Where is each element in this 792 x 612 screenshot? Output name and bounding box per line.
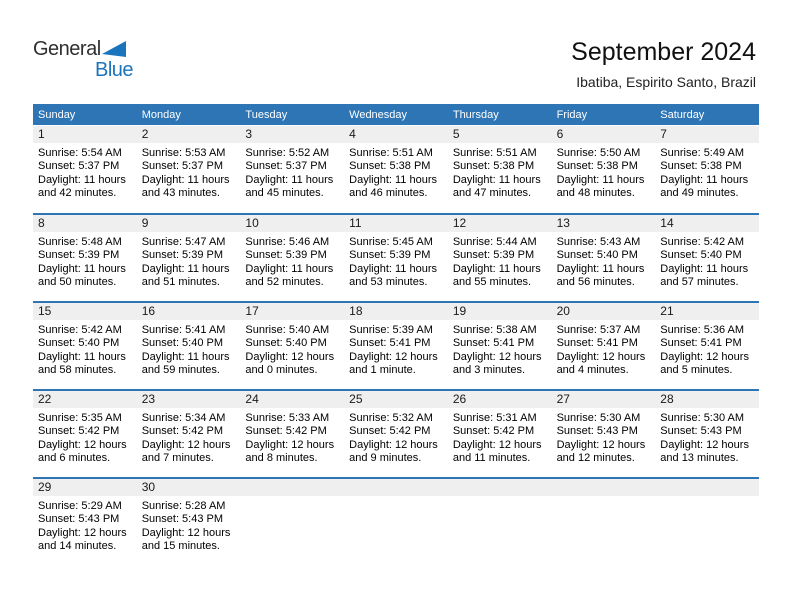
calendar-weeks xyxy=(33,125,759,565)
weekday-header-thursday: Thursday xyxy=(452,108,499,121)
sunrise-text: Sunrise: 5:42 AM xyxy=(38,324,122,336)
day-details xyxy=(655,320,759,389)
sunset-text: Sunset: 5:39 PM xyxy=(245,249,327,262)
daylight-text: Daylight: 12 hours xyxy=(452,350,542,363)
sunrise-text: Sunrise: 5:50 AM xyxy=(556,147,641,159)
page-subtitle: Ibatiba, Espirito Santo, Brazil xyxy=(576,74,756,90)
sunrise-text: Sunrise: 5:53 AM xyxy=(141,147,226,159)
sunrise-text: Sunrise: 5:30 AM xyxy=(660,412,745,424)
daylight-text-2: and 47 minutes. xyxy=(452,187,532,200)
calendar-table xyxy=(33,104,759,565)
sunrise-text: Sunrise: 5:51 AM xyxy=(452,147,537,159)
daylight-text-2: and 50 minutes. xyxy=(38,276,117,289)
sunrise-text: Sunrise: 5:43 AM xyxy=(556,236,641,248)
day-details xyxy=(344,143,448,213)
day-number: 21 xyxy=(655,303,759,320)
daylight-text: Daylight: 12 hours xyxy=(349,438,438,451)
daylight-text-2: and 52 minutes. xyxy=(245,276,324,289)
day-details xyxy=(448,320,552,389)
daylight-text: Daylight: 11 hours xyxy=(38,173,126,186)
title-block xyxy=(571,38,756,90)
daylight-text: Daylight: 11 hours xyxy=(38,262,126,275)
logo-text-general: General xyxy=(33,38,101,60)
sunset-text: Sunset: 5:39 PM xyxy=(141,249,224,262)
daylight-text-2: and 53 minutes. xyxy=(349,276,428,289)
sunset-text: Sunset: 5:43 PM xyxy=(38,513,120,526)
sunrise-text: Sunrise: 5:48 AM xyxy=(38,236,122,248)
daylight-text: Daylight: 12 hours xyxy=(38,526,127,539)
day-details xyxy=(552,408,656,477)
daylight-text: Daylight: 11 hours xyxy=(349,173,437,186)
sunrise-text: Sunrise: 5:40 AM xyxy=(245,324,330,336)
sunrise-text: Sunrise: 5:39 AM xyxy=(349,324,433,336)
sunset-text: Sunset: 5:42 PM xyxy=(38,425,120,438)
sunset-text: Sunset: 5:42 PM xyxy=(245,425,327,438)
day-number: 7 xyxy=(655,126,759,143)
sunrise-text: Sunrise: 5:47 AM xyxy=(141,236,226,248)
daylight-text-2: and 42 minutes. xyxy=(38,187,117,200)
daylight-text: Daylight: 11 hours xyxy=(349,262,437,275)
sunset-text: Sunset: 5:43 PM xyxy=(141,513,224,526)
sunset-text: Sunset: 5:41 PM xyxy=(660,337,742,350)
daylight-text-2: and 57 minutes. xyxy=(660,276,739,289)
day-details xyxy=(552,320,656,389)
sunset-text: Sunset: 5:43 PM xyxy=(556,425,638,438)
daylight-text: Daylight: 11 hours xyxy=(141,350,230,363)
sunset-text: Sunset: 5:39 PM xyxy=(452,249,535,262)
daylight-text: Daylight: 12 hours xyxy=(38,438,127,451)
daylight-text: Daylight: 11 hours xyxy=(141,173,230,186)
sunrise-text: Sunrise: 5:46 AM xyxy=(245,236,330,248)
day-number: 18 xyxy=(344,303,448,320)
day-details xyxy=(240,320,344,389)
sunset-text: Sunset: 5:38 PM xyxy=(452,160,535,173)
day-number: 27 xyxy=(552,391,656,408)
day-number: 25 xyxy=(344,391,448,408)
sunrise-text: Sunrise: 5:30 AM xyxy=(556,412,641,424)
sunrise-text: Sunrise: 5:31 AM xyxy=(452,412,537,424)
day-details xyxy=(33,408,137,477)
daylight-text-2: and 15 minutes. xyxy=(141,540,220,553)
day-number: 1 xyxy=(33,126,137,143)
sunset-text: Sunset: 5:39 PM xyxy=(38,249,120,262)
day-details xyxy=(552,143,656,213)
day-number: 12 xyxy=(448,215,552,232)
sunrise-text: Sunrise: 5:42 AM xyxy=(660,236,745,248)
sunrise-text: Sunrise: 5:44 AM xyxy=(452,236,537,248)
daylight-text-2: and 59 minutes. xyxy=(141,364,220,377)
daylight-text-2: and 8 minutes. xyxy=(245,452,318,465)
day-number: 16 xyxy=(137,303,241,320)
sunset-text: Sunset: 5:38 PM xyxy=(349,160,431,173)
day-number xyxy=(344,479,448,496)
daylight-text: Daylight: 12 hours xyxy=(660,438,749,451)
sunset-text: Sunset: 5:42 PM xyxy=(349,425,431,438)
sunrise-text: Sunrise: 5:29 AM xyxy=(38,500,122,512)
day-number: 6 xyxy=(552,126,656,143)
day-details xyxy=(552,496,656,565)
daylight-text-2: and 6 minutes. xyxy=(38,452,111,465)
weekday-header-row xyxy=(33,104,759,125)
day-details xyxy=(137,408,241,477)
day-details xyxy=(137,232,241,301)
day-number xyxy=(655,479,759,496)
week-row xyxy=(33,213,759,301)
day-number: 11 xyxy=(344,215,448,232)
day-details xyxy=(33,143,137,213)
sunrise-text: Sunrise: 5:54 AM xyxy=(38,147,122,159)
day-number xyxy=(240,479,344,496)
day-details xyxy=(33,496,137,565)
daylight-text-2: and 48 minutes. xyxy=(556,187,635,200)
daylight-text: Daylight: 12 hours xyxy=(349,350,438,363)
daylight-text: Daylight: 11 hours xyxy=(660,173,749,186)
day-number: 30 xyxy=(137,479,241,496)
sunset-text: Sunset: 5:37 PM xyxy=(245,160,327,173)
sunset-text: Sunset: 5:42 PM xyxy=(452,425,535,438)
sunset-text: Sunset: 5:40 PM xyxy=(141,337,224,350)
day-details xyxy=(137,496,241,565)
sunset-text: Sunset: 5:40 PM xyxy=(38,337,120,350)
page-title: September 2024 xyxy=(571,38,756,66)
daylight-text-2: and 7 minutes. xyxy=(141,452,214,465)
general-blue-logo xyxy=(33,39,153,79)
sunset-text: Sunset: 5:41 PM xyxy=(556,337,638,350)
daylight-text-2: and 46 minutes. xyxy=(349,187,428,200)
day-details xyxy=(344,232,448,301)
day-details xyxy=(344,320,448,389)
daylight-text: Daylight: 11 hours xyxy=(141,262,230,275)
day-number: 4 xyxy=(344,126,448,143)
day-number: 2 xyxy=(137,126,241,143)
daylight-text-2: and 55 minutes. xyxy=(452,276,532,289)
day-number: 23 xyxy=(137,391,241,408)
day-details xyxy=(448,496,552,565)
day-details xyxy=(448,143,552,213)
week-row xyxy=(33,125,759,213)
day-details xyxy=(552,232,656,301)
day-number xyxy=(448,479,552,496)
daylight-text: Daylight: 12 hours xyxy=(141,438,231,451)
sunset-text: Sunset: 5:39 PM xyxy=(349,249,431,262)
day-details xyxy=(240,143,344,213)
sunrise-text: Sunrise: 5:51 AM xyxy=(349,147,433,159)
day-details xyxy=(655,232,759,301)
week-row xyxy=(33,477,759,565)
day-details xyxy=(655,143,759,213)
day-number: 29 xyxy=(33,479,137,496)
daylight-text: Daylight: 12 hours xyxy=(245,350,335,363)
daylight-text-2: and 58 minutes. xyxy=(38,364,117,377)
sunset-text: Sunset: 5:42 PM xyxy=(141,425,224,438)
daylight-text-2: and 1 minute. xyxy=(349,364,416,377)
daylight-text-2: and 9 minutes. xyxy=(349,452,422,465)
sunrise-text: Sunrise: 5:36 AM xyxy=(660,324,745,336)
day-number: 3 xyxy=(240,126,344,143)
day-number: 5 xyxy=(448,126,552,143)
daylight-text: Daylight: 11 hours xyxy=(245,173,334,186)
day-number: 24 xyxy=(240,391,344,408)
day-details xyxy=(137,143,241,213)
week-row xyxy=(33,301,759,389)
sunset-text: Sunset: 5:43 PM xyxy=(660,425,742,438)
daylight-text-2: and 49 minutes. xyxy=(660,187,739,200)
day-details xyxy=(344,496,448,565)
daylight-text-2: and 14 minutes. xyxy=(38,540,117,553)
weekday-header-monday: Monday xyxy=(141,108,181,121)
day-number: 13 xyxy=(552,215,656,232)
sunrise-text: Sunrise: 5:41 AM xyxy=(141,324,226,336)
day-number: 22 xyxy=(33,391,137,408)
day-number: 20 xyxy=(552,303,656,320)
day-details xyxy=(448,232,552,301)
sunset-text: Sunset: 5:37 PM xyxy=(141,160,224,173)
day-details xyxy=(240,232,344,301)
day-details xyxy=(137,320,241,389)
daylight-text: Daylight: 11 hours xyxy=(452,262,541,275)
sunset-text: Sunset: 5:41 PM xyxy=(349,337,431,350)
weekday-header-saturday: Saturday xyxy=(660,108,705,121)
daylight-text: Daylight: 12 hours xyxy=(660,350,749,363)
sunrise-text: Sunrise: 5:38 AM xyxy=(452,324,537,336)
daylight-text-2: and 11 minutes. xyxy=(452,452,531,465)
day-details xyxy=(655,496,759,565)
day-number: 14 xyxy=(655,215,759,232)
weekday-header-tuesday: Tuesday xyxy=(245,108,288,121)
daylight-text: Daylight: 11 hours xyxy=(38,350,126,363)
day-number xyxy=(552,479,656,496)
day-number: 15 xyxy=(33,303,137,320)
daylight-text: Daylight: 12 hours xyxy=(245,438,335,451)
daylight-text: Daylight: 11 hours xyxy=(245,262,334,275)
day-details xyxy=(240,496,344,565)
daylight-text-2: and 3 minutes. xyxy=(452,364,525,377)
day-details xyxy=(655,408,759,477)
day-number: 8 xyxy=(33,215,137,232)
daylight-text: Daylight: 11 hours xyxy=(556,173,645,186)
day-details xyxy=(240,408,344,477)
sunrise-text: Sunrise: 5:45 AM xyxy=(349,236,433,248)
logo-text-blue: Blue xyxy=(95,59,134,81)
daylight-text: Daylight: 11 hours xyxy=(556,262,645,275)
daylight-text-2: and 5 minutes. xyxy=(660,364,733,377)
daylight-text: Daylight: 11 hours xyxy=(452,173,541,186)
day-details xyxy=(33,232,137,301)
sunset-text: Sunset: 5:40 PM xyxy=(660,249,742,262)
day-details xyxy=(448,408,552,477)
daylight-text-2: and 13 minutes. xyxy=(660,452,739,465)
sunrise-text: Sunrise: 5:49 AM xyxy=(660,147,745,159)
daylight-text-2: and 56 minutes. xyxy=(556,276,635,289)
daylight-text: Daylight: 12 hours xyxy=(556,350,646,363)
sunrise-text: Sunrise: 5:33 AM xyxy=(245,412,330,424)
daylight-text-2: and 51 minutes. xyxy=(141,276,220,289)
sunrise-text: Sunrise: 5:35 AM xyxy=(38,412,122,424)
weekday-header-friday: Friday xyxy=(556,108,588,121)
day-number: 17 xyxy=(240,303,344,320)
daylight-text: Daylight: 12 hours xyxy=(452,438,542,451)
daylight-text-2: and 45 minutes. xyxy=(245,187,324,200)
day-number: 19 xyxy=(448,303,552,320)
sunset-text: Sunset: 5:41 PM xyxy=(452,337,535,350)
sunrise-text: Sunrise: 5:28 AM xyxy=(141,500,226,512)
daylight-text: Daylight: 12 hours xyxy=(556,438,646,451)
daylight-text-2: and 4 minutes. xyxy=(556,364,629,377)
week-row xyxy=(33,389,759,477)
sunrise-text: Sunrise: 5:32 AM xyxy=(349,412,433,424)
day-details xyxy=(33,320,137,389)
weekday-header-wednesday: Wednesday xyxy=(349,108,408,121)
sunrise-text: Sunrise: 5:52 AM xyxy=(245,147,330,159)
daylight-text: Daylight: 12 hours xyxy=(141,526,231,539)
sunset-text: Sunset: 5:37 PM xyxy=(38,160,120,173)
day-number: 10 xyxy=(240,215,344,232)
weekday-header-sunday: Sunday xyxy=(38,108,76,121)
sunrise-text: Sunrise: 5:34 AM xyxy=(141,412,226,424)
day-number: 26 xyxy=(448,391,552,408)
daylight-text-2: and 12 minutes. xyxy=(556,452,635,465)
day-details xyxy=(344,408,448,477)
daylight-text: Daylight: 11 hours xyxy=(660,262,749,275)
daylight-text-2: and 43 minutes. xyxy=(141,187,220,200)
sunrise-text: Sunrise: 5:37 AM xyxy=(556,324,641,336)
sunset-text: Sunset: 5:40 PM xyxy=(556,249,638,262)
sunset-text: Sunset: 5:38 PM xyxy=(660,160,742,173)
daylight-text-2: and 0 minutes. xyxy=(245,364,318,377)
day-number: 28 xyxy=(655,391,759,408)
sunset-text: Sunset: 5:40 PM xyxy=(245,337,327,350)
day-number: 9 xyxy=(137,215,241,232)
sunset-text: Sunset: 5:38 PM xyxy=(556,160,638,173)
